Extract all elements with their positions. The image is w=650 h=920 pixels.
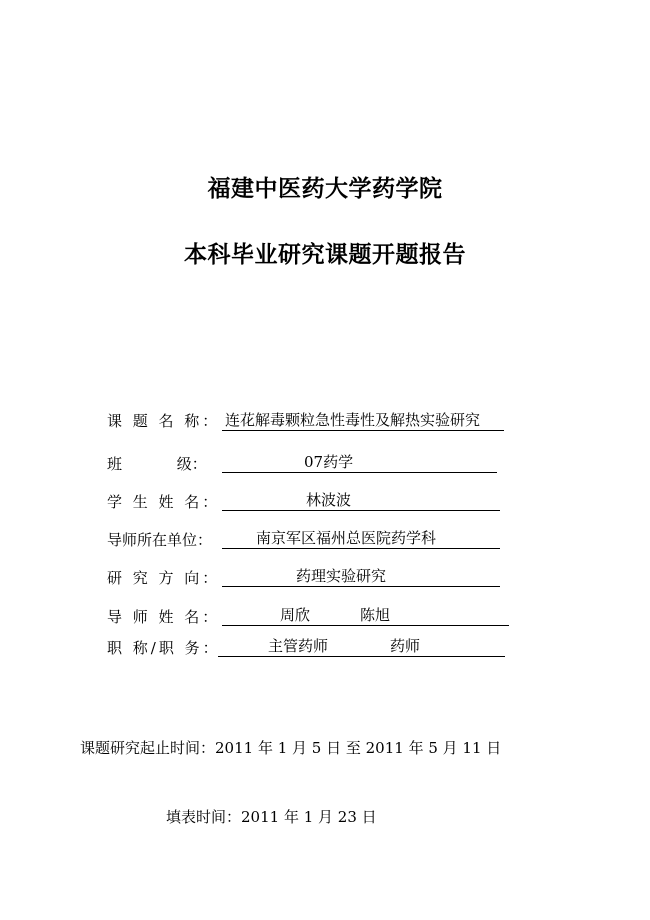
student-value: 林波波: [306, 491, 352, 509]
advisor-label: 导 师 姓 名：: [107, 608, 221, 626]
rank-value-2: 药师: [390, 637, 421, 655]
student-label: 学 生 姓 名：: [107, 493, 221, 511]
direction-value-line: [222, 566, 500, 587]
rank-value-1: 主管药师: [268, 637, 329, 655]
unit-label: 导师所在单位：: [107, 531, 213, 549]
school-title: 福建中医药大学药学院: [207, 176, 443, 202]
topic-value-line: [222, 410, 504, 431]
unit-value-line: [222, 528, 500, 549]
topic-value: 连花解毒颗粒急性毒性及解热实验研究: [225, 411, 481, 429]
advisor-value-1: 周欣: [280, 606, 311, 624]
unit-value: 南京军区福州总医院药学科: [256, 529, 437, 547]
advisor-value-line: [222, 605, 509, 626]
class-label: 班 级：: [107, 455, 207, 473]
research-period: 课题研究起止时间：2011 年 1 月 5 日 至 2011 年 5 月 11 日: [80, 739, 502, 757]
report-title: 本科毕业研究课题开题报告: [184, 242, 466, 268]
direction-label: 研 究 方 向：: [107, 569, 221, 587]
rank-label: 职 称/职 务：: [107, 639, 221, 657]
rank-value-line: [218, 636, 505, 657]
student-value-line: [222, 490, 500, 511]
class-value: 07药学: [304, 453, 354, 471]
advisor-value-2: 陈旭: [360, 606, 391, 624]
fill-date: 填表时间：2011 年 1 月 23 日: [166, 808, 377, 826]
direction-value: 药理实验研究: [296, 567, 387, 585]
topic-label: 课 题 名 称：: [107, 412, 221, 430]
class-value-line: [222, 452, 497, 473]
